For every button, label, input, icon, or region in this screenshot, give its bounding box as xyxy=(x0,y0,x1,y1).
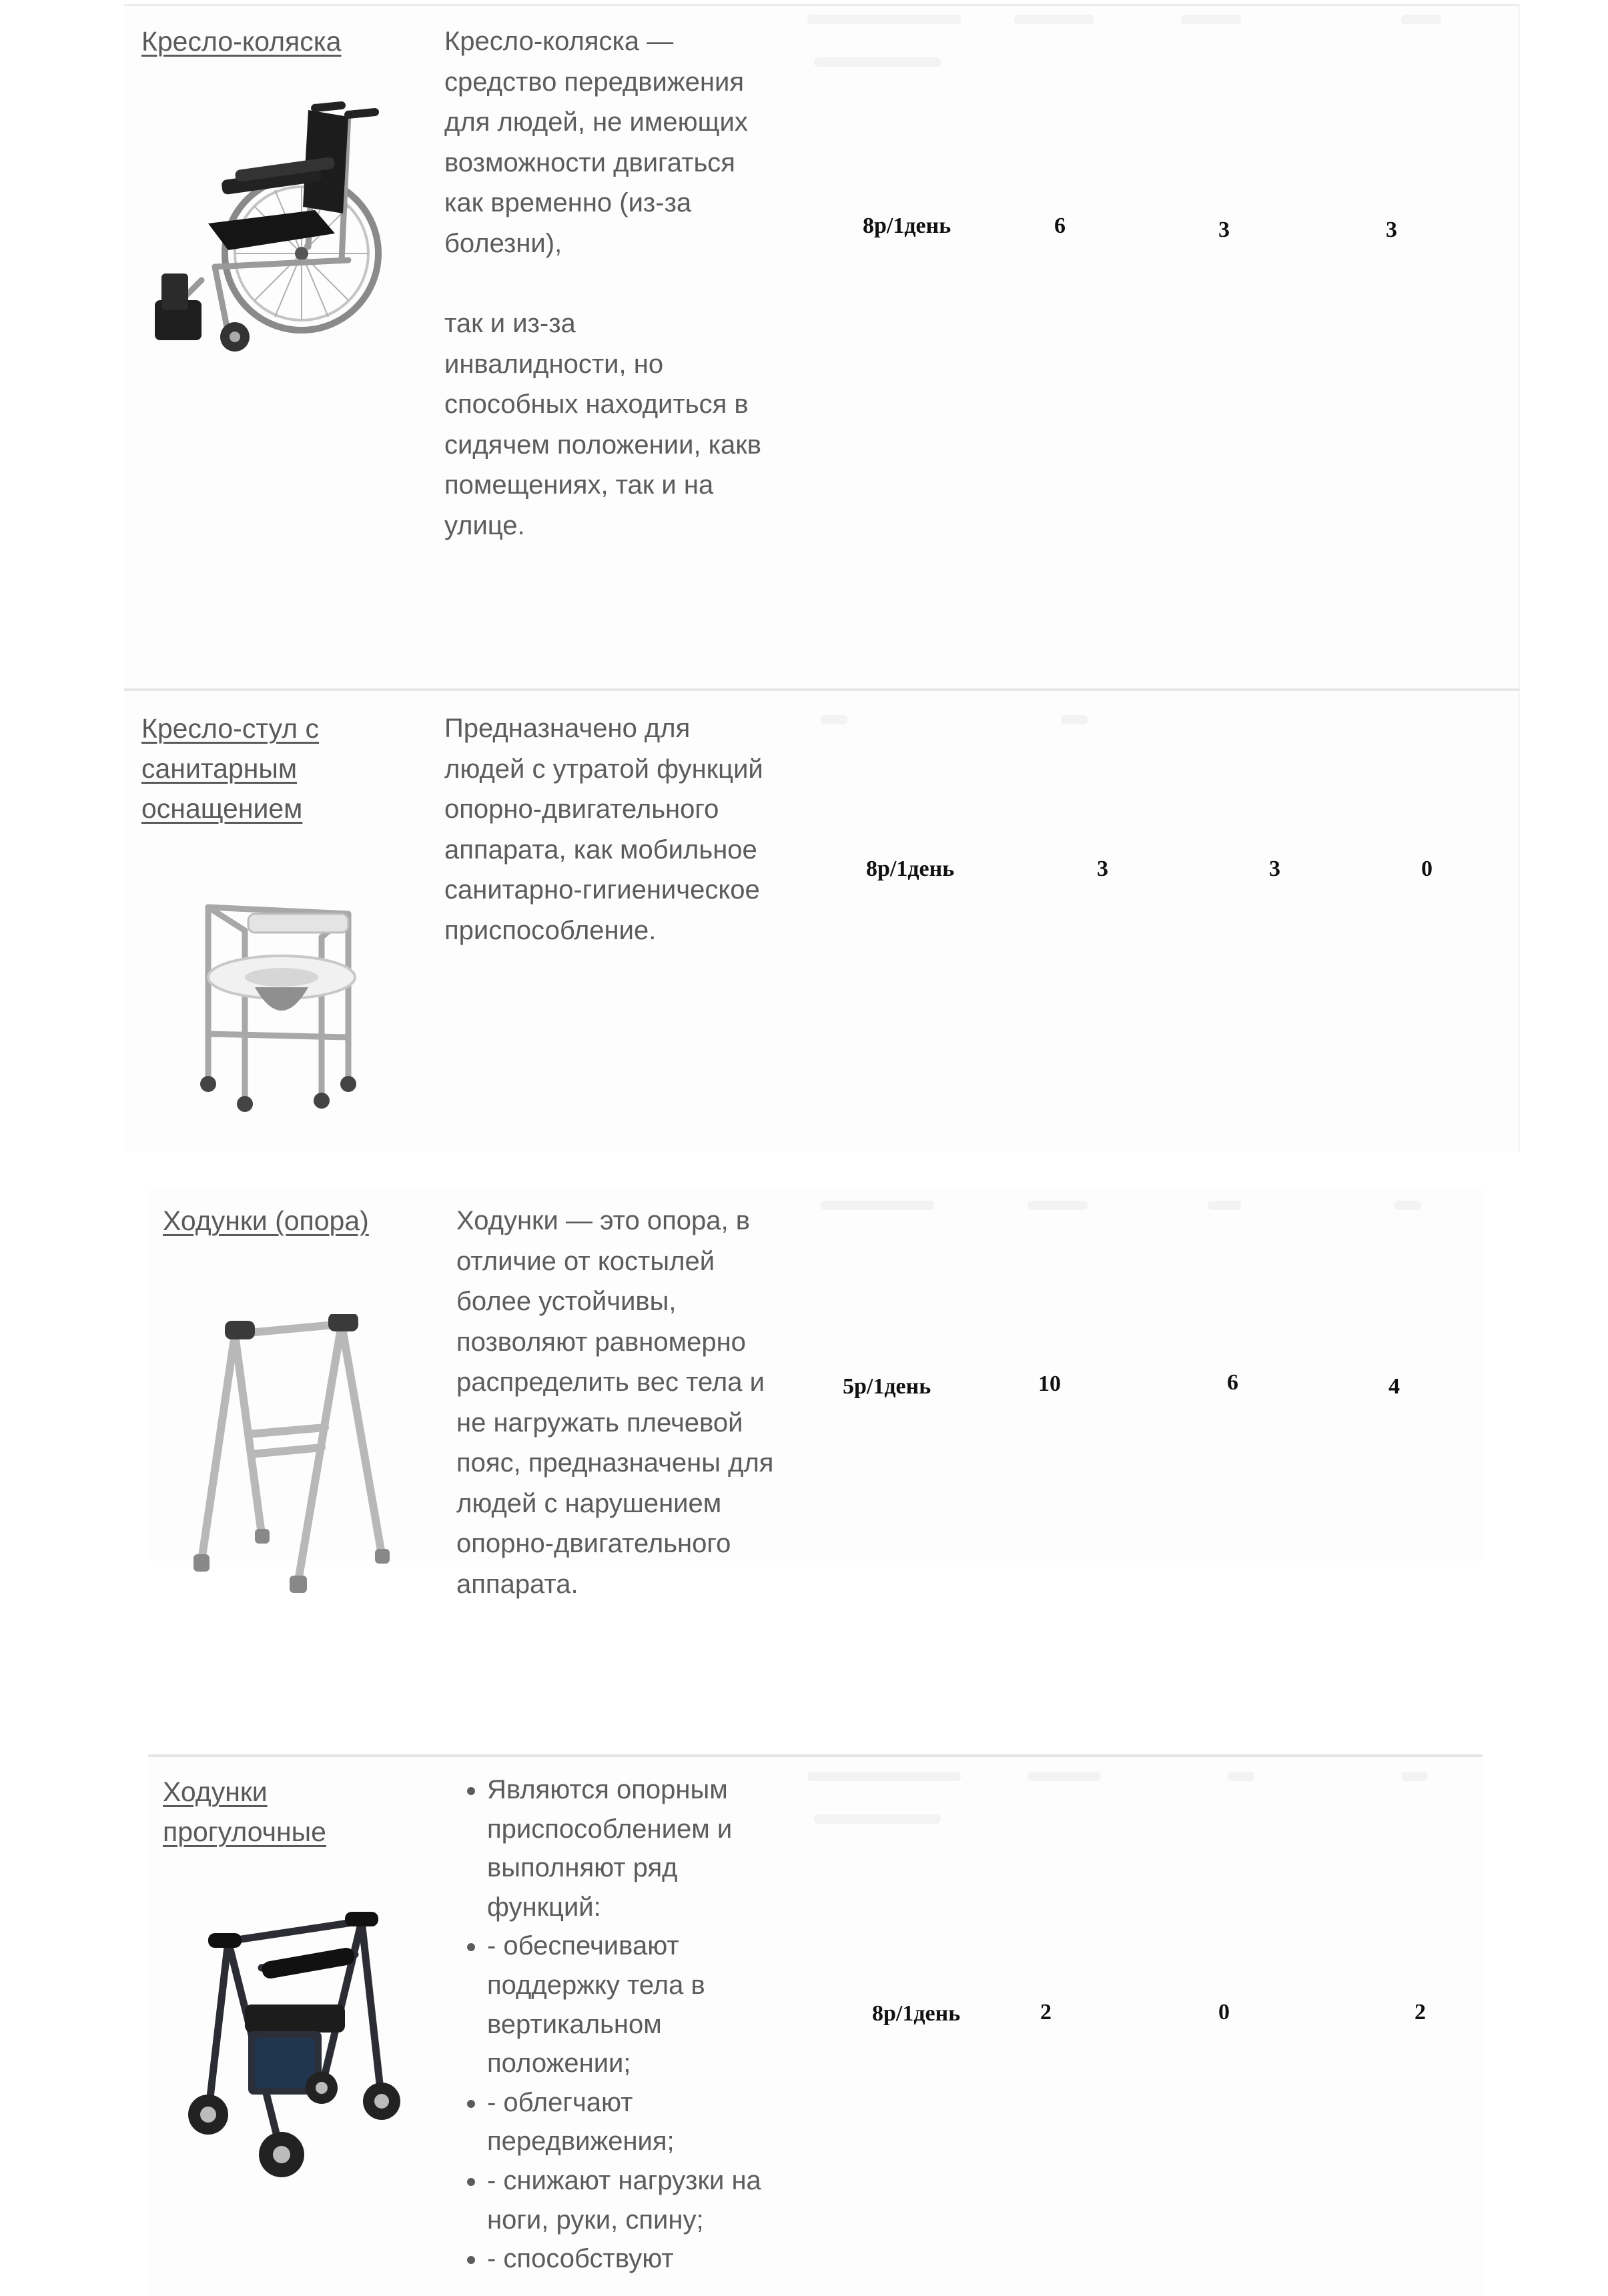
quantity-cell: 3 xyxy=(1386,217,1397,242)
faint-text xyxy=(814,57,941,67)
product-name-link[interactable]: Ходунки прогулочные xyxy=(163,1776,326,1847)
price-cell: 5р/1день xyxy=(843,1374,931,1399)
quantity-cell: 2 xyxy=(1415,2000,1426,2025)
quantity-cell: 0 xyxy=(1421,856,1433,881)
product-name-link[interactable]: Ходунки (опора) xyxy=(163,1205,369,1236)
quantity-cell: 4 xyxy=(1388,1374,1400,1399)
faint-text xyxy=(1028,1772,1101,1781)
faint-text xyxy=(1181,15,1241,24)
rollator-image xyxy=(181,1901,422,2181)
faint-text xyxy=(1401,15,1441,24)
product-name-link[interactable]: Кресло-коляска xyxy=(141,26,342,57)
walker-frame-image xyxy=(188,1314,415,1594)
description-paragraph: Ходунки — это опора, в отличие от костылей более устойчивы, позволяют равномерно распределить вес тела и не нагружать плечевой пояс, предназначены для людей с нарушением опорно-двигательного аппарата. xyxy=(456,1206,774,1599)
wheelchair-image xyxy=(148,93,402,360)
quantity-cell: 0 xyxy=(1218,2000,1230,2025)
faint-text xyxy=(1208,1201,1241,1210)
list-item: • - снижают нагрузки на ноги, руки, спину; xyxy=(487,2161,770,2239)
faint-text xyxy=(1028,1201,1088,1210)
list-item: • - обеспечивают поддержку тела в вертикальном положении; xyxy=(487,1926,770,2083)
quantity-cell: 6 xyxy=(1054,213,1066,238)
price-cell: 8р/1день xyxy=(872,2001,961,2026)
product-description xyxy=(444,21,765,546)
faint-text xyxy=(807,15,961,24)
quantity-cell: 6 xyxy=(1227,1370,1238,1395)
faint-text xyxy=(1061,715,1088,724)
quantity-cell: 2 xyxy=(1040,2000,1052,2025)
faint-text xyxy=(814,1814,941,1824)
faint-text xyxy=(807,1772,961,1781)
faint-text xyxy=(821,715,847,724)
product-description xyxy=(456,1201,783,1604)
faint-text xyxy=(1228,1772,1254,1781)
description-paragraph: Кресло-коляска — средство передвижения для людей, не имеющих возможности двигаться как временно (из-за болезни), xyxy=(444,27,748,258)
faint-text xyxy=(1014,15,1094,24)
product-description xyxy=(444,708,771,951)
faint-text xyxy=(1394,1201,1421,1210)
list-item: • - облегчают передвижения; xyxy=(487,2083,770,2161)
description-paragraph: Предназначено для людей с утратой функций опорно-двигательного аппарата, как мобильное санитарно-гигиеническое приспособление. xyxy=(444,714,763,945)
list-item: • Являются опорным приспособлением и выполняют ряд функций: xyxy=(487,1770,770,1926)
product-description xyxy=(456,1770,770,2279)
feature-list xyxy=(456,1770,770,2279)
product-name-link[interactable]: Кресло-стул с санитарным оснащением xyxy=(141,713,319,824)
list-item: • - способствуют xyxy=(487,2239,770,2279)
quantity-cell: 3 xyxy=(1097,856,1108,881)
quantity-cell: 3 xyxy=(1218,217,1230,242)
commode-chair-image xyxy=(188,867,388,1121)
quantity-cell: 10 xyxy=(1038,1371,1061,1396)
price-cell: 8р/1день xyxy=(863,213,951,238)
price-cell: 8р/1день xyxy=(866,856,955,881)
faint-text xyxy=(821,1201,934,1210)
description-paragraph: так и из-за инвалидности, но способных находиться в сидячем положении, какв помещениях, так и на улице. xyxy=(444,309,762,540)
faint-text xyxy=(1401,1772,1428,1781)
quantity-cell: 3 xyxy=(1269,856,1280,881)
